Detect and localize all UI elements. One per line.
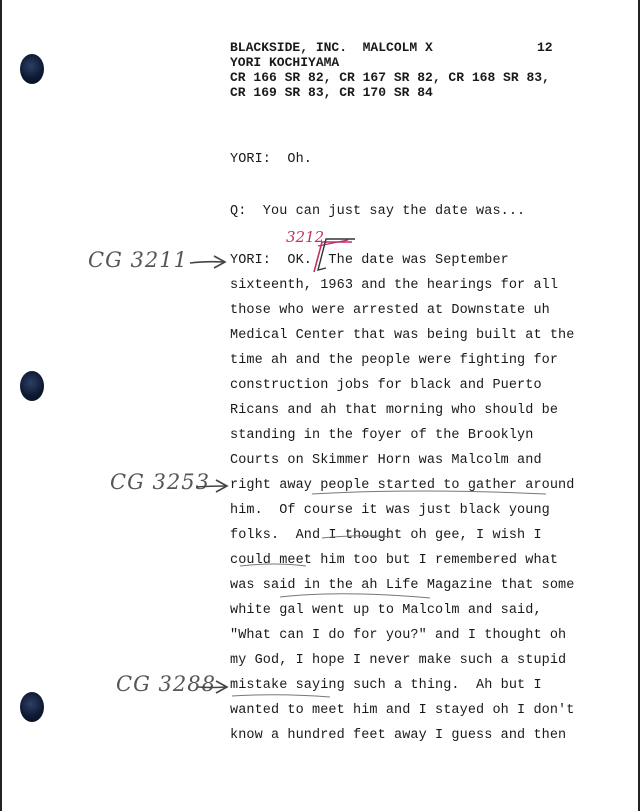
header-title: BLACKSIDE, INC. MALCOLM X [230,40,433,55]
transcript-line: YORI: OK. The date was September [230,253,509,268]
transcript-line: could meet him too but I remembered what [230,553,559,568]
transcript-line: wanted to meet him and I stayed oh I don't [230,703,575,718]
header-rolls-2: CR 169 SR 83, CR 170 SR 84 [230,85,433,100]
binder-hole-top [20,54,44,84]
header-rolls-1: CR 166 SR 82, CR 167 SR 82, CR 168 SR 83, [230,70,550,85]
transcript-line: right away people started to gather around [230,478,575,493]
transcript-line: sixteenth, 1963 and the hearings for all [230,278,559,293]
handwritten-pink-timecode: 3212 [286,228,325,246]
transcript-line: white gal went up to Malcolm and said, [230,603,542,618]
page-number: 12 [537,40,553,55]
transcript-line: was said in the ah Life Magazine that some [230,578,575,593]
transcript-line: YORI: Oh. [230,152,313,167]
handwritten-timecode-2: CG 3253 [110,470,210,494]
handwritten-timecode-3: CG 3288 [116,672,216,696]
header-interviewee: YORI KOCHIYAMA [230,55,340,70]
transcript-line: mistake saying such a thing. Ah but I [230,678,542,693]
transcript-line: those who were arrested at Downstate uh [230,303,550,318]
transcript-line: him. Of course it was just black young [230,503,550,518]
transcript-line: folks. And I thought oh gee, I wish I [230,528,542,543]
transcript-line: standing in the foyer of the Brooklyn [230,428,534,443]
transcript-line: know a hundred feet away I guess and then [230,728,567,743]
transcript-line: construction jobs for black and Puerto [230,378,542,393]
binder-hole-bottom [20,692,44,722]
transcript-line: Q: You can just say the date was... [230,204,526,219]
handwritten-timecode-1: CG 3211 [88,248,188,272]
transcript-line: Medical Center that was being built at the [230,328,575,343]
transcript-line: time ah and the people were fighting for [230,353,559,368]
transcript-line: Ricans and ah that morning who should be [230,403,559,418]
transcript-line: my God, I hope I never make such a stupid [230,653,567,668]
transcript-line: "What can I do for you?" and I thought oh [230,628,567,643]
binder-hole-middle [20,371,44,401]
transcript-line: Courts on Skimmer Horn was Malcolm and [230,453,542,468]
